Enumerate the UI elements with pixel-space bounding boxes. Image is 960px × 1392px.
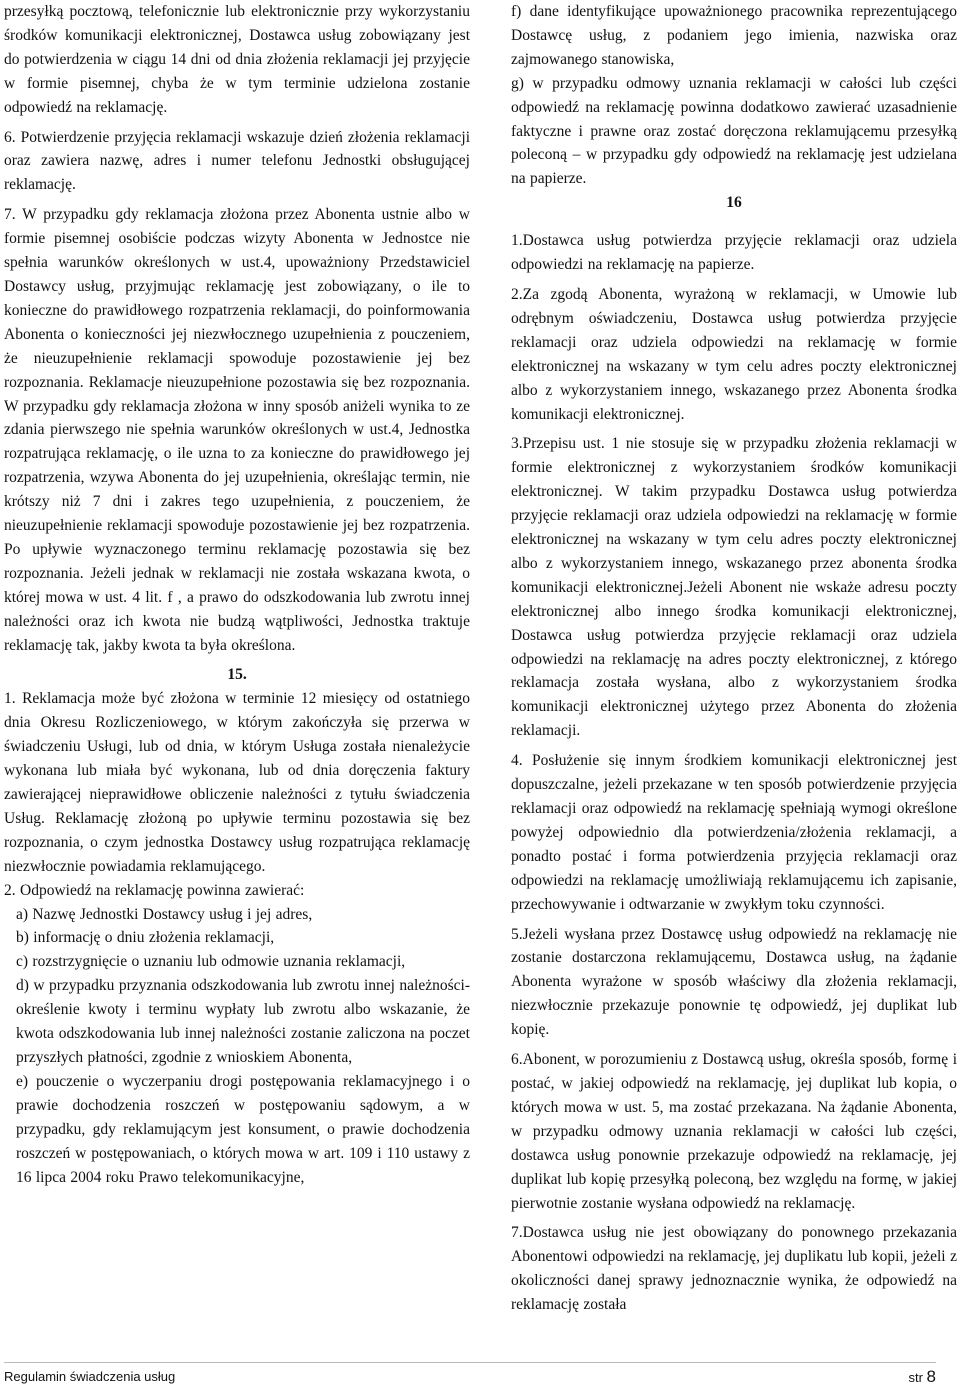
section-16-paragraph-2: 2.Za zgodą Abonenta, wyrażoną w reklamacji, w Umowie lub odrębnym oświadczeniu, Dostawca usług potwierdza przyjęcie reklamacji oraz udziela odpowiedzi na reklamację w formie elektronicznej na wskazany w tym celu adres poczty elektronicznej albo z wykorzystaniem innego, wskazanego przez Abonenta środka komunikacji elektronicznej. (511, 285, 957, 423)
list-item-f: f) dane identyfikujące upoważnionego pracownika reprezentującego Dostawcę usług, z podaniem jego imienia, nazwiska oraz zajmowanego stanowiska, (511, 3, 957, 68)
list-item-c: c) rozstrzygnięcie o uznaniu lub odmowie uznania reklamacji, (16, 953, 406, 971)
list-item-b: b) informację o dniu złożenia reklamacji, (16, 929, 275, 947)
paragraph-6: 6. Potwierdzenie przyjęcia reklamacji wskazuje dzień złożenia reklamacji oraz zawiera nazwę, adres i numer telefonu Jednostki obsługującej reklamację. (4, 128, 470, 194)
footer-document-title: Regulamin świadczenia usług (4, 1369, 176, 1384)
list-item-d: d) w przypadku przyznania odszkodowania lub zwrotu innej należności- określenie kwoty i terminu wypłaty lub zwrotu albo wskazanie, że kwota odszkodowania lub innej należności zostanie zaliczona na poczet przyszłych płatności, zgodnie z wnioskiem Abonenta, (16, 977, 470, 1066)
list-item-e: e) pouczenie o wyczerpaniu drogi postępowania reklamacyjnego i o prawie dochodzenia roszczeń w postępowaniu sądowym, a w przypadku, gdy reklamującym jest konsument, o prawie dochodzenia roszczeń w postępowaniach, o których mowa w art. 109 i 110 ustawy z 16 lipca 2004 roku Prawo telekomunikacyjne, (16, 1072, 470, 1186)
section-15-paragraph-1: 1. Reklamacja może być złożona w terminie 12 miesięcy od ostatniego dnia Okresu Rozliczeniowego, w którym zakończyła się przerwa w świadczeniu Usługi, lub od dnia, w którym Usługa została nienależycie wykonana lub miała być wykonana, lub od dnia doręczenia faktury zawierającej nieprawidłowe obliczenie należności z tytułu świadczenia Usług. Reklamację złożoną po upływie terminu pozostawia się bez rozpoznania, o czym jednostka Dostawcy usług rozpatrująca reklamację niezwłocznie powiadamia reklamującego. (4, 690, 470, 875)
footer-page-indicator (908, 1368, 936, 1387)
paragraph-7: 7. W przypadku gdy reklamacja złożona przez Abonenta ustnie albo w formie pisemnej osobiście podczas wizyty Abonenta w Jednostce nie spełnia warunków określonych w ust.4, upoważniony Przedstawiciel Dostawcy usług, przyjmując reklamację jest zobowiązany, o ile to konieczne do prawidłowego rozpatrzenia reklamacji, do poinformowania Abonenta o konieczności jej niezwłocznego uzupełnienia z pouczeniem, że nieuzupełnienie reklamacji spowoduje pozostawienie jej bez rozpoznania. Reklamacje nieuzupełnione pozostawia się bez rozpoznania. W przypadku gdy reklamacja złożona w inny sposób aniżeli wynika to ze zdania pierwszego nie spełnia warunków określonych w ust.4, Jednostka rozpatrująca reklamację, o ile uzna to za konieczne do prawidłowego jej rozpatrzenia, wzywa Abonenta do jej uzupełnienia, określając termin, nie krótszy niż 7 dni i zakres tego uzupełnienia, z pouczeniem, że nieuzupełnienie reklamacji spowoduje pozostawienie jej bez rozpatrzenia. Po upływie wyznaczonego terminu reklamację pozostawia się bez rozpoznania. Jeżeli jednak w reklamacji nie została wskazana kwota, o której mowa w ust. 4 lit. f , a prawo do odszkodowania lub zwrotu innej należności oraz ich kwota nie budzą wątpliwości, Jednostka traktuje reklamację tak, jakby kwota ta była określona. (4, 206, 470, 654)
section-16-paragraph-4: 4. Posłużenie się innym środkiem komunikacji elektronicznej jest dopuszczalne, jeżeli przekazane w ten sposób potwierdzenie przyjęcia reklamacji oraz odpowiedź na reklamację spełniają wymogi określone powyżej odpowiednio dla potwierdzenia/złożenia reklamacji, a ponadto postać i forma potwierdzenia przyjęcia reklamacji oraz odpowiedzi na reklamację umożliwiają reklamującemu ich zapisanie, przechowywanie i odtwarzanie w zwykłym toku czynności. (511, 752, 957, 913)
right-column (511, 0, 957, 1317)
section-16-paragraph-6: 6.Abonent, w porozumieniu z Dostawcą usług, określa sposób, formę i postać, w jakiej odpowiedź na reklamację, jej duplikat lub kopia, o których mowa w ust. 5, ma zostać przekazana. Na żądanie Abonenta, w przypadku odmowy uznania reklamacji w całości lub części, dostawca usług ponownie przekazuje odpowiedź na reklamację, jej duplikat lub kopię przesyłką poleconą, bez względu na formę, w jakiej pierwotnie zostanie wysłana odpowiedź na reklamację. (511, 1051, 957, 1212)
section-16-paragraph-5: 5.Jeżeli wysłana przez Dostawcę usług odpowiedź na reklamację nie zostanie dostarczona reklamującemu, Dostawca usług, na żądanie Abonenta wyrażone w sposób właściwy dla złożenia reklamacji, niezwłocznie przekazuje ponownie tę odpowiedź, jej duplikat lub kopię. (511, 925, 957, 1039)
section-heading-16: 16 (726, 194, 742, 212)
section-16-paragraph-1: 1.Dostawca usług potwierdza przyjęcie reklamacji oraz udziela odpowiedzi na reklamację na papierze. (511, 232, 957, 274)
paragraph-continuation: przesyłką pocztową, telefonicznie lub elektronicznie przy wykorzystaniu środków komunikacji elektronicznej, Dostawca usług zobowiązany jest do potwierdzenia w ciągu 14 dni od dnia złożenia reklamacji jej przyjęcie w formie pisemnej, chyba że w tym terminie udzielona zostanie odpowiedź na reklamację. (4, 3, 470, 116)
section-16-paragraph-3: 3.Przepisu ust. 1 nie stosuje się w przypadku złożenia reklamacji w formie elektronicznej z wykorzystaniem środków komunikacji elektronicznej. W takim przypadku Dostawca usług potwierdza przyjęcie reklamacji oraz udziela odpowiedzi na reklamację w formie elektronicznej na wskazany w tym celu adres poczty elektronicznej albo z wykorzystaniem innego, wskazanego przez abonenta środka komunikacji elektronicznej.Jeżeli Abonent nie wskaże adresu poczty elektronicznej albo innego środka komunikacji elektronicznej, Dostawca usług potwierdza przyjęcie reklamacji oraz udziela odpowiedzi na reklamację na adres poczty elektronicznej, z którego reklamacja została wysłana, albo z wykorzystaniem środka komunikacji elektronicznej użytego przez Abonenta do złożenia reklamacji. (511, 435, 957, 740)
footer-page-label: str (908, 1370, 923, 1385)
list-item-a: a) Nazwę Jednostki Dostawcy usług i jej adres, (16, 905, 313, 923)
footer-page-number: 8 (926, 1367, 936, 1386)
footer-divider (4, 1362, 936, 1363)
list-item-g: g) w przypadku odmowy uznania reklamacji w całości lub części odpowiedź na reklamację powinna dodatkowo zawierać uzasadnienie faktyczne i prawne oraz zostać doręczona reklamującemu przesyłką poleconą – w przypadku gdy odpowiedź na reklamację jest udzielana na papierze. (511, 74, 957, 188)
section-heading-15: 15. (227, 666, 247, 684)
section-16-paragraph-7: 7.Dostawca usług nie jest obowiązany do ponownego przekazania Abonentowi odpowiedzi na reklamację, jej duplikatu lub kopii, jeżeli z okoliczności danej sprawy jednoznacznie wynika, że odpowiedź na reklamację została (511, 1224, 957, 1314)
left-column (4, 0, 470, 1189)
section-15-paragraph-2: 2. Odpowiedź na reklamację powinna zawierać: (4, 881, 305, 899)
